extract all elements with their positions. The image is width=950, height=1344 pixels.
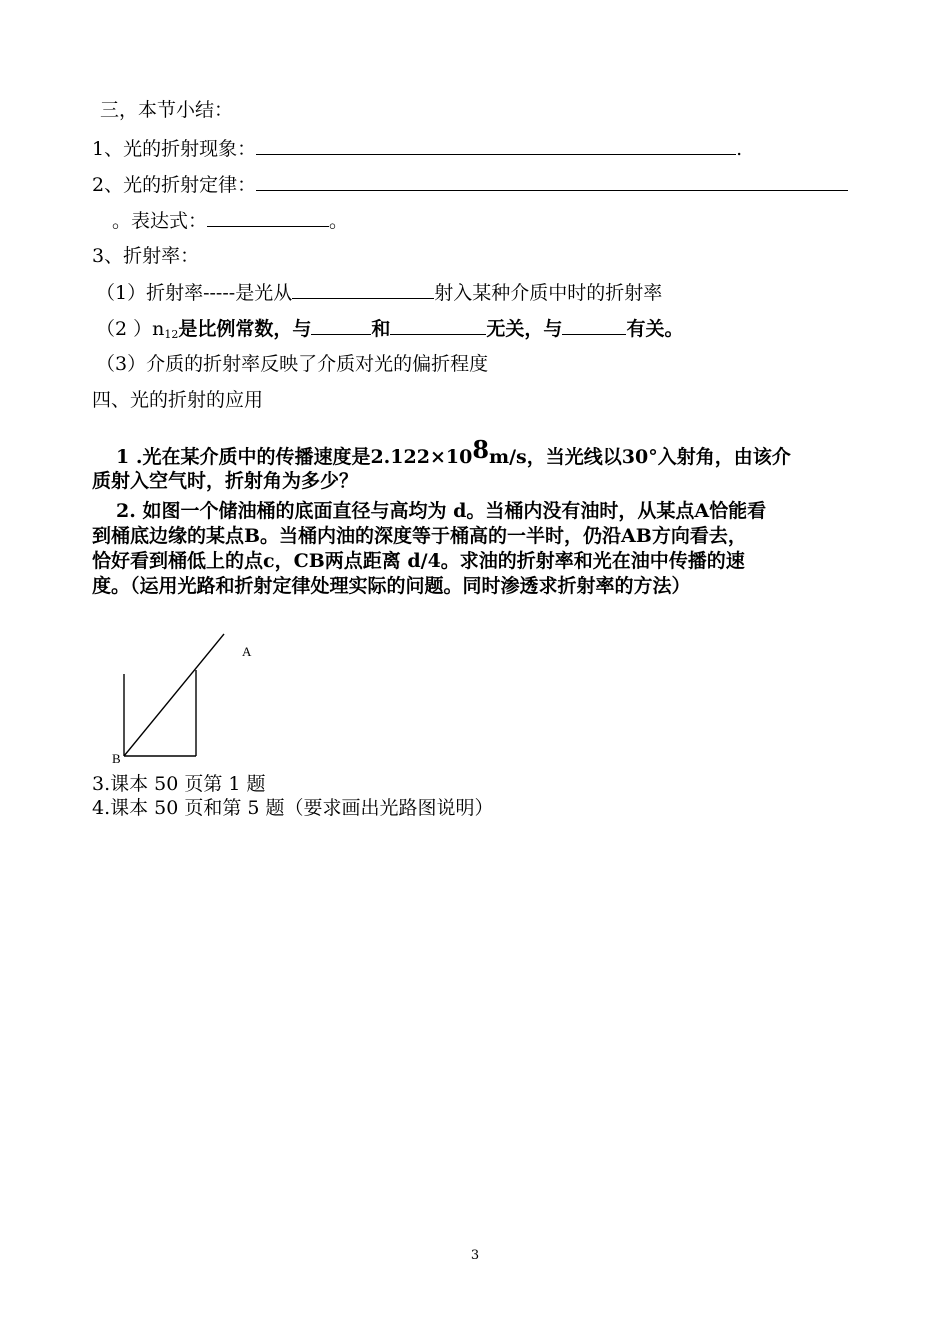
sub1-before: （1）折射率-----是光从 [96,282,293,304]
task-3 [92,773,266,795]
question-1-line-1 [116,435,886,469]
sub1-after: 射入某种介质中时的折射率 [434,282,663,304]
question-1-line-2 [92,469,862,493]
oil-barrel-diagram [100,630,280,770]
q2-line3: 恰好看到桶低上的点c，CB两点距离 d/4。求油的折射率和光在油中传播的速 [92,550,745,572]
sub2-text2: 和 [371,318,391,340]
item1-label: 1、光的折射现象： [92,138,257,160]
task-4 [92,797,494,819]
light-ray-ab [124,634,224,756]
sub2-text1: 是比例常数，与 [178,318,312,340]
summary-item-2-expression [112,208,348,233]
blank-refraction-phenomenon[interactable] [256,136,736,155]
q1-line1-before: 1 .光在某介质中的传播速度是2.122×10 [116,446,473,468]
summary-sub-3 [96,352,488,376]
blank-refraction-law[interactable] [256,172,848,191]
blank-sub2-b[interactable] [390,316,486,335]
summary-item-2 [92,172,848,197]
item2-label: 2、光的折射定律： [92,174,257,196]
sub2-text4: 有关。 [626,318,684,340]
blank-expression[interactable] [207,208,329,227]
q2-line2: 到桶底边缘的某点B。当桶内油的深度等于桶高的一半时，仍沿AB方向看去， [92,525,747,547]
q1-line2: 质射入空气时，折射角为多少？ [92,470,359,492]
n-subscript: 12 [164,328,179,341]
task4-text: 4.课本 50 页和第 5 题（要求画出光路图说明） [92,797,494,819]
heading-text: 三，本节小结： [100,99,234,121]
sub2-text3: 无关，与 [486,318,563,340]
task3-text: 3.课本 50 页第 1 题 [92,773,266,795]
summary-sub-2 [96,316,683,347]
expr-label: 。表达式： [112,210,208,232]
expr-end: 。 [329,210,349,232]
section-heading-summary [100,98,233,122]
q2-line1: 2. 如图一个储油桶的底面直径与高均为 d。当桶内没有油时，从某点A恰能看 [116,500,767,522]
blank-sub2-c[interactable] [562,316,626,335]
point-label-b: B [112,751,121,766]
summary-item-3 [92,244,199,268]
blank-sub2-a[interactable] [311,316,371,335]
question-2-line-2 [92,524,862,548]
item3-label: 3、折射率： [92,245,200,267]
sub2-prefix: （2 ） [96,318,153,340]
summary-item-1 [92,136,742,161]
q1-exponent: 8 [472,435,490,464]
sub3-text: （3）介质的折射率反映了介质对光的偏折程度 [96,353,489,375]
section-heading-applications [92,388,263,412]
question-2-line-3 [92,549,862,573]
q2-line4: 度。（运用光路和折射定律处理实际的问题。同时渗透求折射率的方法） [92,575,691,597]
q1-line1-after: m/s，当光线以30°入射角，由该介 [489,446,791,468]
blank-vacuum[interactable] [292,280,434,299]
n-symbol: n [152,318,165,340]
summary-sub-1 [96,280,662,305]
applications-heading-text: 四、光的折射的应用 [92,389,264,411]
page-number: 3 [470,1248,480,1263]
question-2-line-4 [92,574,862,598]
item1-end: . [736,138,743,160]
point-label-a: A [242,644,252,659]
question-2-line-1 [116,499,886,523]
